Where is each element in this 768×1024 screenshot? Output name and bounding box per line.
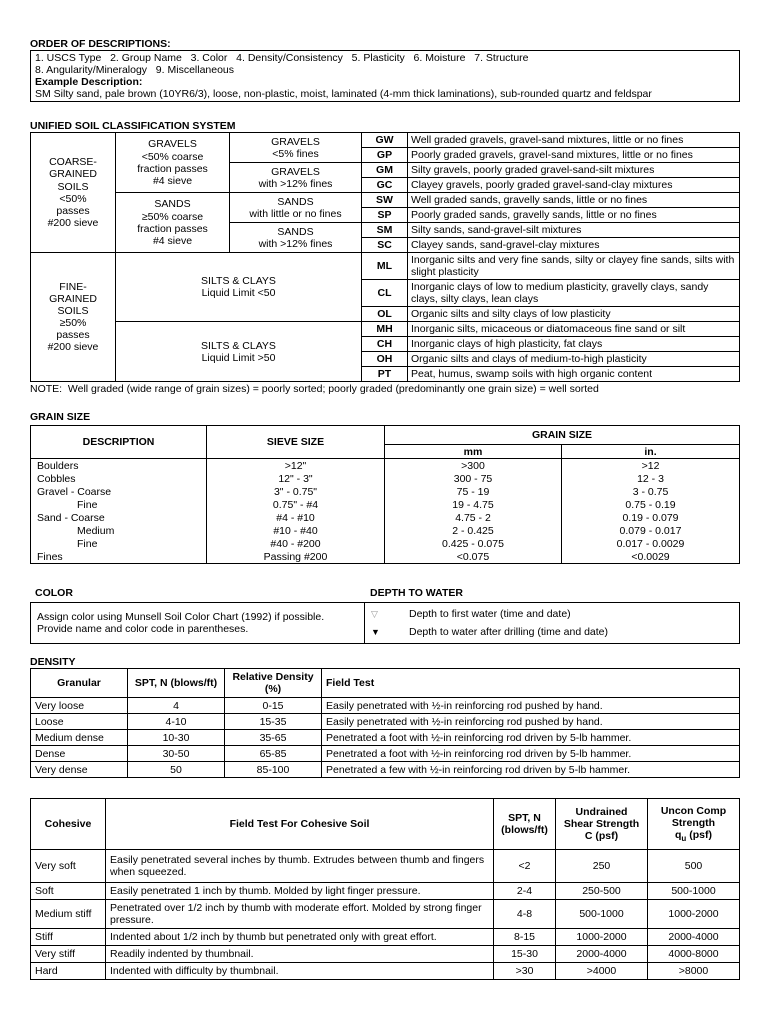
coarse-grained-label: COARSE- GRAINED SOILS <50% passes #200 sieve bbox=[31, 133, 116, 253]
uscs-row-gw bbox=[31, 133, 740, 148]
col-shear-strength: Undrained Shear Strength C (psf) bbox=[556, 799, 648, 850]
desc-sc: Clayey sands, sand-gravel-clay mixtures bbox=[408, 238, 740, 253]
code-ch: CH bbox=[362, 337, 408, 352]
code-sm: SM bbox=[362, 223, 408, 238]
col-cohesive: Cohesive bbox=[31, 799, 106, 850]
col-unconfined-strength: Uncon Comp Strength $q_u$ (psf) bbox=[648, 799, 740, 850]
cohesive-section bbox=[30, 798, 740, 980]
desc-oh: Organic silts and clays of medium-to-high plasticity bbox=[408, 352, 740, 367]
order-line-2: 8. Angularity/Mineralogy 9. Miscellaneous bbox=[35, 64, 235, 77]
color-water-section bbox=[30, 587, 740, 644]
grain-row: Gravel - Coarse 3" - 0.75" 75 - 19 3 - 0.75 bbox=[31, 485, 740, 498]
example-text: SM Silty sand, pale brown (10YR6/3), loose, non-plastic, moist, laminated (4-mm thick laminations), sub-rounded quartz and feldspar bbox=[35, 88, 652, 101]
color-instructions: Assign color using Munsell Soil Color Chart (1992) if possible. Provide name and color code in parentheses. bbox=[31, 603, 365, 644]
order-section bbox=[30, 38, 740, 102]
cohesive-row: Soft Easily penetrated 1 inch by thumb. Molded by light finger pressure. 2-4 250-500 500-1000 bbox=[31, 883, 740, 900]
desc-ml: Inorganic silts and very fine sands, silty or clayey fine sands, silts with slight plasticity bbox=[408, 253, 740, 280]
grain-size-section bbox=[30, 411, 740, 564]
code-gp: GP bbox=[362, 148, 408, 163]
density-row: Medium dense 10-30 35-65 Penetrated a foot with ½-in reinforcing rod driven by 5-lb hammer. bbox=[31, 730, 740, 746]
col-field-test: Field Test bbox=[322, 669, 740, 698]
grain-row: Fines Passing #200 <0.075 <0.0029 bbox=[31, 550, 740, 564]
uscs-row-mh bbox=[31, 322, 740, 337]
density-row: Very loose 4 0-15 Easily penetrated with ½-in reinforcing rod pushed by hand. bbox=[31, 698, 740, 714]
density-table bbox=[30, 668, 740, 778]
code-gc: GC bbox=[362, 178, 408, 193]
col-cohesive-spt: SPT, N (blows/ft) bbox=[494, 799, 556, 850]
sands-high-fines: SANDS with >12% fines bbox=[230, 223, 362, 253]
density-header-row bbox=[31, 669, 740, 698]
code-mh: MH bbox=[362, 322, 408, 337]
grain-size-heading: GRAIN SIZE bbox=[30, 411, 91, 423]
code-ml: ML bbox=[362, 253, 408, 280]
col-spt: SPT, N (blows/ft) bbox=[128, 669, 225, 698]
desc-ch: Inorganic clays of high plasticity, fat clays bbox=[408, 337, 740, 352]
grain-header-row-1 bbox=[31, 426, 740, 445]
col-in: in. bbox=[562, 445, 740, 459]
uscs-row-sw bbox=[31, 193, 740, 208]
cohesive-row: Very stiff Readily indented by thumbnail. 15-30 2000-4000 4000-8000 bbox=[31, 946, 740, 963]
code-pt: PT bbox=[362, 367, 408, 382]
code-ol: OL bbox=[362, 307, 408, 322]
uscs-row-ml bbox=[31, 253, 740, 280]
water-heading: DEPTH TO WATER bbox=[370, 587, 463, 599]
uscs-note: NOTE: Well graded (wide range of grain sizes) = poorly sorted; poorly graded (predominantly one grain size) = well sorted bbox=[30, 383, 599, 396]
cohesive-row: Medium stiff Penetrated over 1/2 inch by thumb with moderate effort. Molded by strong finger pressure. 4-8 500-1000 1000-2000 bbox=[31, 900, 740, 929]
desc-cl: Inorganic clays of low to medium plasticity, gravelly clays, sandy clays, silty clays, lean clays bbox=[408, 280, 740, 307]
grain-row: Sand - Coarse #4 - #10 4.75 - 2 0.19 - 0.079 bbox=[31, 511, 740, 524]
desc-gp: Poorly graded gravels, gravel-sand mixtures, little or no fines bbox=[408, 148, 740, 163]
desc-sw: Well graded sands, gravelly sands, little or no fines bbox=[408, 193, 740, 208]
code-sc: SC bbox=[362, 238, 408, 253]
cohesive-row: Very soft Easily penetrated several inches by thumb. Extrudes between thumb and fingers when squeezed. <2 250 500 bbox=[31, 850, 740, 883]
silts-clays-high: SILTS & CLAYS Liquid Limit >50 bbox=[116, 322, 362, 382]
water-legend bbox=[365, 603, 740, 644]
gravels-label: GRAVELS <50% coarse fraction passes #4 sieve bbox=[116, 133, 230, 193]
cohesive-header-row bbox=[31, 799, 740, 850]
uscs-heading: UNIFIED SOIL CLASSIFICATION SYSTEM bbox=[30, 120, 236, 132]
water-after-drilling-icon: ▼ bbox=[371, 626, 380, 637]
code-cl: CL bbox=[362, 280, 408, 307]
density-section bbox=[30, 656, 740, 778]
silts-clays-low: SILTS & CLAYS Liquid Limit <50 bbox=[116, 253, 362, 322]
order-box bbox=[30, 50, 740, 102]
col-grain-size: GRAIN SIZE bbox=[385, 426, 740, 445]
desc-gw: Well graded gravels, gravel-sand mixtures, little or no fines bbox=[408, 133, 740, 148]
example-heading: Example Description: bbox=[35, 76, 143, 89]
color-heading: COLOR bbox=[35, 587, 73, 599]
density-row: Loose 4-10 15-35 Easily penetrated with ½-in reinforcing rod pushed by hand. bbox=[31, 714, 740, 730]
desc-gc: Clayey gravels, poorly graded gravel-sand-clay mixtures bbox=[408, 178, 740, 193]
first-water-label: Depth to first water (time and date) bbox=[409, 607, 571, 620]
desc-mh: Inorganic silts, micaceous or diatomaceous fine sand or silt bbox=[408, 322, 740, 337]
code-sw: SW bbox=[362, 193, 408, 208]
uscs-section bbox=[30, 120, 740, 395]
col-granular: Granular bbox=[31, 669, 128, 698]
grain-row: Fine 0.75" - #4 19 - 4.75 0.75 - 0.19 bbox=[31, 498, 740, 511]
fine-grained-label: FINE- GRAINED SOILS ≥50% passes #200 sieve bbox=[31, 253, 116, 382]
desc-gm: Silty gravels, poorly graded gravel-sand-silt mixtures bbox=[408, 163, 740, 178]
code-oh: OH bbox=[362, 352, 408, 367]
density-row: Very dense 50 85-100 Penetrated a few with ½-in reinforcing rod driven by 5-lb hammer. bbox=[31, 762, 740, 778]
order-line-1: 1. USCS Type 2. Group Name 3. Color 4. Density/Consistency 5. Plasticity 6. Moisture 7. Structure bbox=[35, 52, 529, 65]
color-water-table bbox=[30, 602, 740, 644]
desc-ol: Organic silts and silty clays of low plasticity bbox=[408, 307, 740, 322]
grain-row: Fine #40 - #200 0.425 - 0.075 0.017 - 0.0029 bbox=[31, 537, 740, 550]
col-mm: mm bbox=[385, 445, 562, 459]
col-cohesive-field-test: Field Test For Cohesive Soil bbox=[106, 799, 494, 850]
gravels-high-fines: GRAVELS with >12% fines bbox=[230, 163, 362, 193]
col-sieve-size: SIEVE SIZE bbox=[207, 426, 385, 459]
uscs-table bbox=[30, 132, 740, 382]
order-heading: ORDER OF DESCRIPTIONS: bbox=[30, 38, 171, 50]
cohesive-row: Hard Indented with difficulty by thumbnail. >30 >4000 >8000 bbox=[31, 963, 740, 980]
desc-pt: Peat, humus, swamp soils with high organic content bbox=[408, 367, 740, 382]
density-row: Dense 30-50 65-85 Penetrated a foot with ½-in reinforcing rod driven by 5-lb hammer. bbox=[31, 746, 740, 762]
first-water-icon: ▽ bbox=[371, 608, 378, 619]
code-gm: GM bbox=[362, 163, 408, 178]
gravels-low-fines: GRAVELS <5% fines bbox=[230, 133, 362, 163]
sands-label: SANDS ≥50% coarse fraction passes #4 sieve bbox=[116, 193, 230, 253]
code-gw: GW bbox=[362, 133, 408, 148]
col-description: DESCRIPTION bbox=[31, 426, 207, 459]
code-sp: SP bbox=[362, 208, 408, 223]
cohesive-row: Stiff Indented about 1/2 inch by thumb but penetrated only with great effort. 8-15 1000-2000 2000-4000 bbox=[31, 929, 740, 946]
desc-sp: Poorly graded sands, gravelly sands, little or no fines bbox=[408, 208, 740, 223]
grain-size-table bbox=[30, 425, 740, 564]
desc-sm: Silty sands, sand-gravel-silt mixtures bbox=[408, 223, 740, 238]
cohesive-table bbox=[30, 798, 740, 980]
water-after-drilling-label: Depth to water after drilling (time and date) bbox=[409, 625, 609, 638]
grain-row: Boulders >12" >300 >12 bbox=[31, 459, 740, 473]
density-heading: DENSITY bbox=[30, 656, 76, 668]
sands-low-fines: SANDS with little or no fines bbox=[230, 193, 362, 223]
col-relative-density: Relative Density (%) bbox=[225, 669, 322, 698]
grain-row: Cobbles 12" - 3" 300 - 75 12 - 3 bbox=[31, 472, 740, 485]
grain-row: Medium #10 - #40 2 - 0.425 0.079 - 0.017 bbox=[31, 524, 740, 537]
